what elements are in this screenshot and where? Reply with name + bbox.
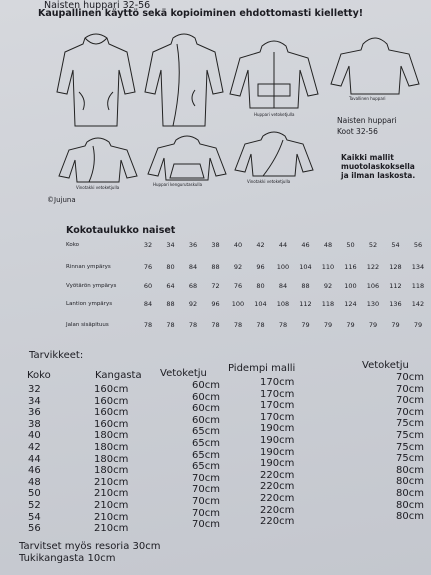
supplies-cell: 170cm [260, 400, 295, 412]
size-table-cell: 44 [278, 241, 288, 249]
kangaroo-pocket-hoodie-illustration [146, 134, 228, 184]
supplies-cell: 38 [28, 418, 41, 430]
supplies-cell: 56 [28, 523, 41, 535]
supplies-cell: 160cm [94, 418, 129, 430]
supplies-fabric-column [94, 384, 128, 535]
supplies-cell: 50 [28, 488, 41, 500]
size-table-cell: 80 [166, 263, 175, 271]
wrap-zip-hoodie-illustration [233, 130, 315, 180]
size-table-cell: 78 [278, 321, 288, 329]
supplies-cell: 70cm [396, 372, 424, 383]
kangaroo-pocket-caption: Huppari kengurutaskulla [153, 182, 203, 187]
supplies-cell: 70cm [396, 395, 424, 407]
supplies-cell: 170cm [260, 377, 295, 388]
zip-hoodie-illustration [228, 38, 320, 118]
size-table-cell: 64 [166, 282, 175, 290]
size-table-cell: 108 [276, 300, 290, 308]
size-table-cell: 88 [301, 282, 310, 290]
wrap-zip-caption: Vinotakki vetoketjulla [247, 179, 291, 184]
size-table-cell: 79 [301, 321, 310, 329]
supplies-cell: 180cm [94, 465, 129, 477]
supplies-cell: 80cm [396, 511, 424, 523]
size-table-cell: 78 [188, 321, 198, 329]
supplies-cell: 190cm [260, 458, 295, 470]
size-table-cell: 46 [301, 241, 310, 249]
supplies-cell: 210cm [94, 523, 129, 535]
size-table-cell: 76 [143, 263, 153, 271]
size-table-cell: 100 [231, 300, 245, 308]
size-table-cell: 84 [143, 300, 153, 308]
supplies-cell: 75cm [396, 429, 424, 441]
supplies-cell: 210cm [94, 476, 129, 488]
size-table-cell: 122 [366, 263, 380, 271]
supplies-cell: 75cm [396, 453, 424, 465]
supplies-cell: 75cm [396, 441, 424, 453]
size-table-cell: 124 [344, 300, 357, 308]
size-table-row [0, 320, 431, 332]
size-table-cell: 92 [323, 282, 333, 290]
size-table-cell: 60 [143, 282, 153, 290]
copyright-line: ©Jujuna [47, 196, 76, 204]
supplies-cell: 190cm [260, 446, 295, 458]
supplies-cell: 70cm [192, 472, 220, 484]
size-table-cell: 79 [391, 321, 400, 329]
supplies-cell: 60cm [192, 380, 220, 391]
supplies-cell: 180cm [94, 453, 129, 465]
supplies-zipper-long-column [396, 372, 424, 523]
supplies-cell: 80cm [396, 476, 424, 488]
size-table-cell: 34 [166, 241, 175, 249]
supplies-cell: 34 [28, 395, 41, 407]
supplies-cell: 70cm [192, 519, 220, 531]
plain-hoodie-illustration [329, 36, 421, 96]
pattern-title: Naisten huppari Koot 32-56 [337, 116, 397, 136]
supplies-longer-column [260, 377, 294, 528]
size-table-cell: 112 [389, 282, 402, 290]
hoodie-dress-front-illustration [55, 30, 137, 130]
support-fabric-note: Tukikangasta 10cm [19, 553, 116, 564]
supplies-size-column [28, 384, 41, 535]
supplies-cell: 170cm [260, 411, 295, 423]
size-table-cell: 134 [411, 263, 425, 271]
supplies-cell: 44 [28, 453, 41, 465]
size-table-cell: 56 [413, 241, 423, 249]
size-table-cell: 106 [366, 282, 380, 290]
size-table-cell: 88 [166, 300, 175, 308]
size-table-cell: 78 [143, 321, 153, 329]
size-table-cell: 84 [278, 282, 288, 290]
ribbing-note: Tarvitset myös resoria 30cm [19, 541, 161, 552]
size-table-cell: 36 [188, 241, 198, 249]
size-table-row-label: Jalan sisäpituus [66, 322, 109, 328]
size-table-cell: 79 [368, 321, 378, 329]
supplies-cell: 65cm [192, 426, 220, 438]
size-table-cell: 42 [256, 241, 265, 249]
size-table-cell: 88 [211, 263, 220, 271]
supplies-cell: 190cm [260, 434, 295, 446]
supplies-cell: 220cm [260, 469, 295, 481]
supplies-cell: 180cm [94, 441, 129, 453]
size-table-cell: 76 [233, 282, 243, 290]
col-header-fabric: Kangasta [95, 370, 142, 381]
supplies-cell: 180cm [94, 430, 129, 442]
supplies-cell: 220cm [260, 504, 295, 516]
size-table-cell: 130 [366, 300, 380, 308]
supplies-cell: 220cm [260, 516, 295, 528]
supplies-cell: 42 [28, 441, 41, 453]
supplies-cell: 48 [28, 476, 41, 488]
size-table-cell: 104 [254, 300, 267, 308]
size-table-cell: 142 [411, 300, 425, 308]
size-table-cell: 78 [166, 321, 175, 329]
front-zip-caption: Vinotakki vetoketjulla [76, 185, 120, 190]
supplies-cell: 70cm [396, 383, 424, 395]
size-table-cell: 40 [233, 241, 243, 249]
col-header-zipper: Vetoketju [160, 368, 207, 379]
supplies-cell: 70cm [192, 484, 220, 496]
hoodie-dress-zip-illustration [143, 30, 225, 130]
supplies-cell: 60cm [192, 414, 220, 426]
size-table-cell: 78 [211, 321, 220, 329]
size-table-cell: 78 [256, 321, 265, 329]
supplies-cell: 36 [28, 407, 41, 419]
size-table-cell: 54 [391, 241, 400, 249]
size-table-row [0, 281, 431, 293]
size-table-cell: 96 [256, 263, 265, 271]
size-table-row-label: Lantion ympärys [66, 301, 113, 307]
supplies-cell: 210cm [94, 488, 129, 500]
size-table-cell: 32 [143, 241, 153, 249]
supplies-cell: 70cm [192, 495, 220, 507]
supplies-cell: 46 [28, 465, 41, 477]
size-table-cell: 38 [211, 241, 220, 249]
size-table-cell: 110 [321, 263, 335, 271]
supplies-cell: 70cm [396, 406, 424, 418]
supplies-cell: 160cm [94, 384, 129, 395]
size-table-row [0, 299, 431, 311]
size-table-row-label: Vyötärön ympärys [66, 283, 117, 289]
supplies-cell: 65cm [192, 449, 220, 461]
size-table-cell: 92 [233, 263, 243, 271]
supplies-cell: 170cm [260, 388, 295, 400]
allowance-note: Kaikki mallit muotolaskoksella ja ilman laskosta. [341, 153, 416, 180]
size-table-cell: 48 [323, 241, 333, 249]
size-table-cell: 50 [346, 241, 355, 249]
size-table-cell: 104 [299, 263, 312, 271]
supplies-cell: 160cm [94, 407, 129, 419]
supplies-cell: 80cm [396, 499, 424, 511]
zip-hoodie-caption: Huppari vetoketjulla [254, 112, 295, 117]
size-table-cell: 100 [344, 282, 357, 290]
supplies-cell: 40 [28, 430, 41, 442]
size-table-cell: 136 [389, 300, 402, 308]
size-table-row-label: Koko [66, 242, 80, 248]
size-table-cell: 68 [188, 282, 198, 290]
supplies-cell: 75cm [396, 418, 424, 430]
supplies-cell: 160cm [94, 395, 129, 407]
supplies-cell: 190cm [260, 423, 295, 435]
col-header-size: Koko [27, 370, 51, 381]
col-header-longer: Pidempi malli [228, 363, 296, 374]
size-table-cell: 96 [211, 300, 220, 308]
copyright-warning: Kaupallinen käyttö sekä kopioiminen ehdottomasti kielletty! [38, 8, 364, 19]
supplies-cell: 60cm [192, 391, 220, 403]
supplies-cell: 65cm [192, 461, 220, 473]
supplies-heading: Tarvikkeet: [29, 350, 84, 361]
size-table-cell: 118 [411, 282, 425, 290]
size-table-cell: 52 [368, 241, 378, 249]
supplies-cell: 32 [28, 384, 41, 395]
size-table-cell: 84 [188, 263, 198, 271]
size-table-cell: 116 [344, 263, 357, 271]
size-table-cell: 92 [188, 300, 198, 308]
size-table-cell: 80 [256, 282, 265, 290]
size-table-row-label: Rinnan ympärys [66, 264, 111, 270]
supplies-cell: 220cm [260, 481, 295, 493]
supplies-cell: 52 [28, 499, 41, 511]
supplies-cell: 60cm [192, 403, 220, 415]
size-table-cell: 78 [233, 321, 243, 329]
supplies-cell: 210cm [94, 499, 129, 511]
supplies-cell: 210cm [94, 511, 129, 523]
supplies-cell: 54 [28, 511, 41, 523]
size-table-cell: 79 [346, 321, 355, 329]
size-table-cell: 72 [211, 282, 220, 290]
size-table-cell: 100 [276, 263, 290, 271]
col-header-zipper-2: Vetoketju [362, 360, 409, 371]
size-table-heading: Kokotaulukko naiset [66, 225, 176, 236]
size-table-row [0, 262, 431, 274]
supplies-cell: 65cm [192, 437, 220, 449]
supplies-cell: 80cm [396, 487, 424, 499]
supplies-cell: 70cm [192, 507, 220, 519]
size-table-cell: 79 [413, 321, 423, 329]
supplies-cell: 220cm [260, 492, 295, 504]
size-table-row [0, 240, 431, 252]
plain-hoodie-caption: Tavallinen huppari [349, 96, 386, 101]
size-table-cell: 79 [323, 321, 333, 329]
size-table-cell: 128 [389, 263, 402, 271]
size-table-cell: 112 [299, 300, 312, 308]
supplies-zipper-column [192, 380, 220, 531]
page-title: Naisten huppari 32-56 [44, 0, 151, 11]
supplies-cell: 80cm [396, 464, 424, 476]
front-zip-hoodie-illustration [57, 136, 139, 186]
size-table-cell: 118 [321, 300, 335, 308]
